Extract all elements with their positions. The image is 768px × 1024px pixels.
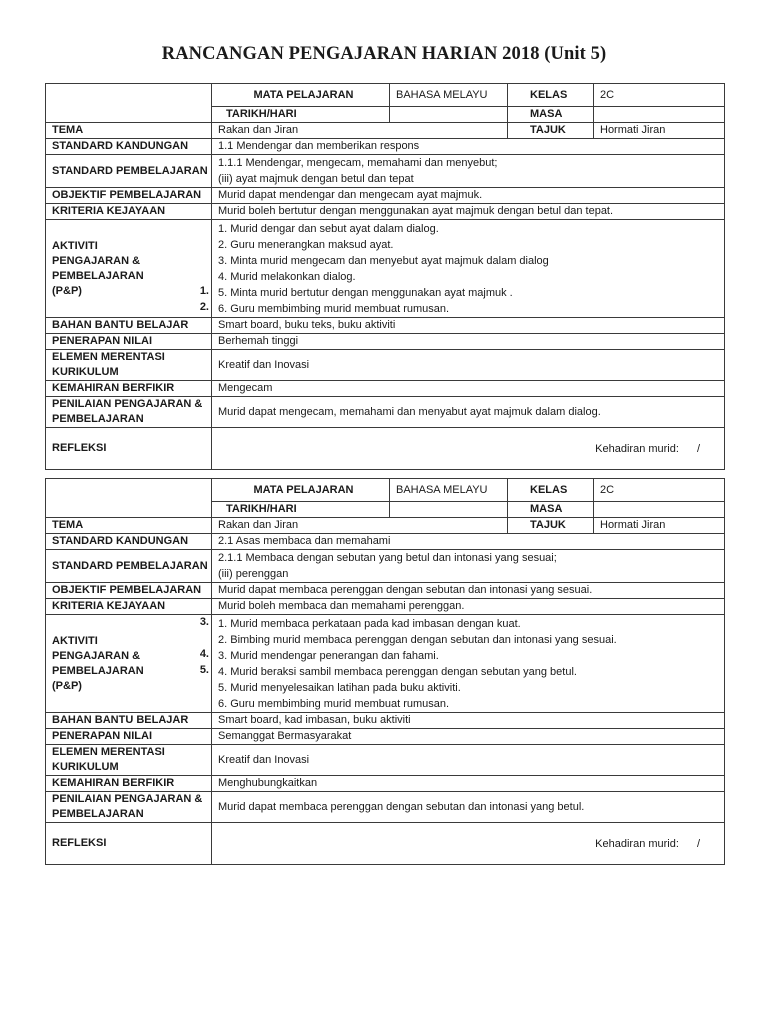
subject-label: MATA PELAJARAN (212, 84, 390, 107)
tema-value: Rakan dan Jiran (212, 518, 508, 534)
bahan-label: BAHAN BANTU BELAJAR (46, 713, 212, 729)
aktiviti-row (46, 615, 725, 713)
tema-row (46, 123, 725, 139)
penilaian-label-line: PEMBELAJARAN (52, 808, 144, 820)
objektif-value: Murid dapat membaca perenggan dengan sebutan dan intonasi yang sesuai. (212, 583, 725, 599)
attendance-label: Kehadiran murid: (595, 837, 679, 850)
standard-pembelajaran-label: STANDARD PEMBELAJARAN (46, 550, 212, 583)
penilaian-label (46, 397, 212, 428)
bahan-row (46, 318, 725, 334)
lesson-plan-table-1 (45, 83, 725, 470)
date-value[interactable] (390, 107, 508, 123)
nilai-value: Semanggat Bermasyarakat (212, 729, 725, 745)
standard-pembelajaran-row (46, 155, 725, 188)
aktiviti-item: 2. Bimbing murid membaca perenggan dengan sebutan dan intonasi yang sesuai. (218, 633, 617, 646)
penilaian-row (46, 397, 725, 428)
penilaian-label-line: PEMBELAJARAN (52, 413, 144, 425)
nilai-row (46, 729, 725, 745)
penilaian-value: Murid dapat membaca perenggan dengan sebutan dan intonasi yang betul. (212, 792, 725, 823)
corner-cell (46, 479, 212, 518)
kemahiran-row (46, 381, 725, 397)
refleksi-label: REFLEKSI (46, 823, 212, 865)
elemen-row (46, 350, 725, 381)
aktiviti-label-line: AKTIVITI PENGAJARAN & (52, 239, 141, 267)
nilai-value: Berhemah tinggi (212, 334, 725, 350)
page-title: RANCANGAN PENGAJARAN HARIAN 2018 (Unit 5) (161, 44, 607, 64)
aktiviti-item: 6. Guru membimbing murid membuat rumusan. (218, 697, 450, 710)
penilaian-value: Murid dapat mengecam, memahami dan menyabut ayat majmuk dalam dialog. (212, 397, 725, 428)
elemen-row (46, 745, 725, 776)
time-label: MASA (508, 502, 594, 518)
aktiviti-list (212, 220, 725, 318)
aktiviti-item: 3. Murid mendengar penerangan dan fahami. (218, 649, 439, 662)
elemen-label: ELEMEN MERENTASI KURIKULUM (46, 350, 212, 381)
tema-row (46, 518, 725, 534)
aktiviti-label (46, 220, 212, 318)
elemen-label: ELEMEN MERENTASI KURIKULUM (46, 745, 212, 776)
elemen-value: Kreatif dan Inovasi (212, 350, 725, 381)
standard-kandungan-value: 2.1 Asas membaca dan memahami (212, 534, 725, 550)
aktiviti-label-line: PEMBELAJARAN (P&P) (52, 269, 144, 297)
subject-row (46, 84, 725, 107)
nilai-label: PENERAPAN NILAI (46, 729, 212, 745)
aktiviti-label (46, 615, 212, 713)
aktiviti-item: 5. Murid menyelesaikan latihan pada buku aktiviti. (218, 681, 461, 694)
kemahiran-label: KEMAHIRAN BERFIKIR (46, 776, 212, 792)
date-label: TARIKH/HARI (212, 502, 390, 518)
penilaian-label (46, 792, 212, 823)
subject-value: BAHASA MELAYU (390, 479, 508, 502)
standard-kandungan-row (46, 534, 725, 550)
objektif-row (46, 583, 725, 599)
refleksi-row (46, 823, 725, 865)
refleksi-label: REFLEKSI (46, 428, 212, 470)
attendance-slash: / (696, 837, 700, 850)
standard-kandungan-row (46, 139, 725, 155)
aktiviti-item: 2. Guru menerangkan maksud ayat. (218, 238, 394, 251)
class-value: 2C (594, 479, 725, 502)
aktiviti-list (212, 615, 725, 713)
standard-pembelajaran-line: 1.1.1 Mendengar, mengecam, memahami dan menyebut; (218, 157, 498, 169)
kriteria-value: Murid boleh bertutur dengan menggunakan ayat majmuk dengan betul dan tepat. (212, 204, 725, 220)
kemahiran-value: Mengecam (212, 381, 725, 397)
objektif-label: OBJEKTIF PEMBELAJARAN (46, 583, 212, 599)
date-label: TARIKH/HARI (212, 107, 390, 123)
kriteria-value: Murid boleh membaca dan memahami perenggan. (212, 599, 725, 615)
margin-mark: 4. (199, 648, 209, 660)
bahan-label: BAHAN BANTU BELAJAR (46, 318, 212, 334)
standard-pembelajaran-row (46, 550, 725, 583)
time-value[interactable] (594, 107, 725, 123)
subject-value: BAHASA MELAYU (390, 84, 508, 107)
class-value: 2C (594, 84, 725, 107)
standard-kandungan-label: STANDARD KANDUNGAN (46, 139, 212, 155)
subject-row (46, 479, 725, 502)
aktiviti-item: 3. Minta murid mengecam dan menyebut ayat majmuk dalam dialog (218, 254, 549, 267)
attendance-label: Kehadiran murid: (595, 442, 679, 455)
aktiviti-item: 4. Murid melakonkan dialog. (218, 270, 356, 283)
tema-label: TEMA (46, 518, 212, 534)
standard-kandungan-value: 1.1 Mendengar dan memberikan respons (212, 139, 725, 155)
tajuk-label: TAJUK (508, 518, 594, 534)
aktiviti-item: 1. Murid dengar dan sebut ayat dalam dialog. (218, 222, 439, 235)
tema-label: TEMA (46, 123, 212, 139)
corner-cell (46, 84, 212, 123)
refleksi-row (46, 428, 725, 470)
bahan-row (46, 713, 725, 729)
kriteria-row (46, 204, 725, 220)
aktiviti-row (46, 220, 725, 318)
margin-mark: 5. (199, 664, 209, 676)
aktiviti-label-line: PEMBELAJARAN (P&P) (52, 664, 144, 692)
nilai-row (46, 334, 725, 350)
standard-pembelajaran-value (212, 550, 725, 583)
standard-kandungan-label: STANDARD KANDUNGAN (46, 534, 212, 550)
standard-pembelajaran-label: STANDARD PEMBELAJARAN (46, 155, 212, 188)
attendance-slash: / (696, 442, 700, 455)
penilaian-row (46, 792, 725, 823)
tajuk-value: Hormati Jiran (594, 123, 725, 139)
subject-label: MATA PELAJARAN (212, 479, 390, 502)
time-value[interactable] (594, 502, 725, 518)
lesson-plan-table-2 (45, 478, 725, 865)
class-label: KELAS (508, 479, 594, 502)
aktiviti-item: 4. Murid beraksi sambil membaca perenggan dengan sebutan yang betul. (218, 665, 577, 678)
objektif-label: OBJEKTIF PEMBELAJARAN (46, 188, 212, 204)
aktiviti-item: 1. Murid membaca perkataan pada kad imbasan dengan kuat. (218, 617, 521, 630)
attendance-field (218, 441, 724, 457)
bahan-value: Smart board, buku teks, buku aktiviti (212, 318, 725, 334)
standard-pembelajaran-line: 2.1.1 Membaca dengan sebutan yang betul dan intonasi yang sesuai; (218, 552, 557, 564)
kriteria-row (46, 599, 725, 615)
refleksi-value[interactable] (212, 823, 725, 865)
margin-mark: 2. (199, 301, 209, 313)
tema-value: Rakan dan Jiran (212, 123, 508, 139)
refleksi-value[interactable] (212, 428, 725, 470)
aktiviti-label-line: AKTIVITI PENGAJARAN & (52, 634, 141, 662)
margin-mark: 3. (199, 616, 209, 628)
attendance-field (218, 836, 724, 852)
standard-pembelajaran-line: (iii) ayat majmuk dengan betul dan tepat (218, 173, 414, 185)
tajuk-label: TAJUK (508, 123, 594, 139)
class-label: KELAS (508, 84, 594, 107)
standard-pembelajaran-value (212, 155, 725, 188)
tajuk-value: Hormati Jiran (594, 518, 725, 534)
penilaian-label-line: PENILAIAN PENGAJARAN & (52, 793, 203, 805)
objektif-value: Murid dapat mendengar dan mengecam ayat majmuk. (212, 188, 725, 204)
standard-pembelajaran-line: (iii) perenggan (218, 568, 289, 580)
nilai-label: PENERAPAN NILAI (46, 334, 212, 350)
margin-mark: 1. (199, 285, 209, 297)
aktiviti-item: 5. Minta murid bertutur dengan menggunakan ayat majmuk . (218, 286, 513, 299)
kemahiran-row (46, 776, 725, 792)
bahan-value: Smart board, kad imbasan, buku aktiviti (212, 713, 725, 729)
date-value[interactable] (390, 502, 508, 518)
aktiviti-item: 6. Guru membimbing murid membuat rumusan. (218, 302, 450, 315)
kriteria-label: KRITERIA KEJAYAAN (46, 204, 212, 220)
kriteria-label: KRITERIA KEJAYAAN (46, 599, 212, 615)
objektif-row (46, 188, 725, 204)
time-label: MASA (508, 107, 594, 123)
elemen-value: Kreatif dan Inovasi (212, 745, 725, 776)
kemahiran-value: Menghubungkaitkan (212, 776, 725, 792)
kemahiran-label: KEMAHIRAN BERFIKIR (46, 381, 212, 397)
penilaian-label-line: PENILAIAN PENGAJARAN & (52, 398, 203, 410)
